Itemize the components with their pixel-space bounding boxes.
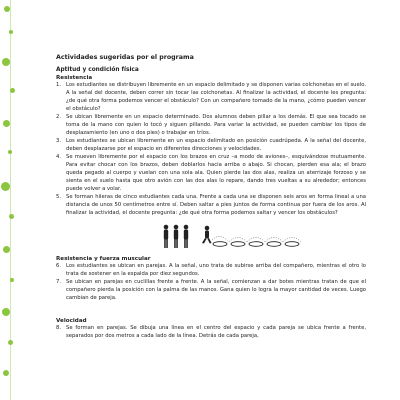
list-item: 5. Se forman hileras de cinco estudiantes cada una. Frente a cada una se disponen seis aros en forma lineal a una distancia de unos 50 centímetros entre sí. Deben saltar a pies juntos de forma continua por fuera de los aros. Al finalizar la actividad, el docente pregunta: ¿de qué otra forma podemos saltar y vencer los obstáculos?: [56, 193, 366, 216]
block-heading-resistencia-fuerza: Resistencia y fuerza muscular: [56, 255, 151, 262]
block-heading-resistencia: Resistencia: [56, 75, 93, 81]
list-resistencia-fuerza: [56, 263, 366, 303]
group-title: Aptitud y condición física: [56, 67, 139, 73]
list-item: 8. Se forman en parejas. Se dibuja una línea en el centro del espacio y cada pareja se ubica frente a frente, separados por dos metros a cada lado de la línea. Detrás de cada pareja,: [56, 325, 366, 340]
list-item: 3. Los estudiantes se ubican libremente en un espacio delimitado en posición cuadrúpeda. A la señal del docente, deben desplazarse por el espacio en diferentes direcciones y velocidades.: [56, 137, 366, 152]
children-figures: [164, 224, 189, 247]
list-resistencia: [56, 82, 366, 218]
main-content: [56, 54, 366, 342]
illustration: [56, 222, 366, 252]
block-heading-velocidad: Velocidad: [56, 318, 87, 325]
jump-arcs: [212, 236, 301, 242]
children-and-hoops-illustration: [160, 224, 310, 250]
decorative-side-strip: [0, 0, 18, 400]
list-velocidad: [56, 325, 366, 341]
list-item: 7. Se ubican en parejas en cuclillas frente a frente. A la señal, comienzan a dar botes mientras tratan de que el compañero pierda la posición con la palma de las manos. Gana quien lo logra la mayor cantidad de veces. Luego cambian de pareja.: [56, 278, 366, 301]
list-item: 6. Los estudiantes se ubican en parejas. A la señal, uno trata de subirse arriba del compañero, mientras el otro lo trata de sostener en la espalda por diez segundos.: [56, 262, 366, 277]
jumping-child: [202, 225, 212, 243]
list-item: 4. Se mueven libremente por el espacio con los brazos en cruz –a modo de aviones–, esquivándose mutuamente. Para evitar chocar con los brazos, deben doblarlos hacia arriba o abajo. Si chocan, pierden esa ala; el brazo queda pegado al cuerpo y vuelan con una sola ala. Quien pierde las dos alas, realiza un aterrizaje forzoso y se sienta en el suelo hasta que otro avión con las dos alas lo repare, dando tres vueltas a su alrededor; entonces puede volver a volar.: [56, 154, 366, 192]
list-item: 1. Los estudiantes se distribuyen libremente en un espacio delimitado y se disponen varias colchonetas en el suelo. A la señal del docente, deben correr sin tocar las colchonetas. Al finalizar la actividad, el docente les pregunta: ¿de qué otra forma podemos vencer el obstáculo? Con un compañero tomado de la mano, ¿cómo pueden vencer el obstáculo?: [56, 82, 366, 112]
list-item: 2. Se ubican libremente en un espacio determinado. Dos alumnos deben pillar a los demás. El que sea tocado se toma de la mano con quien lo tocó y siguen pillando. Para variar la actividad, se pueden cambiar los tipos de desplazamiento (en uno o dos pies) o trabajar en tríos.: [56, 113, 366, 136]
hoops: [213, 241, 299, 246]
section-title: Actividades sugeridas por el programa: [56, 54, 194, 61]
